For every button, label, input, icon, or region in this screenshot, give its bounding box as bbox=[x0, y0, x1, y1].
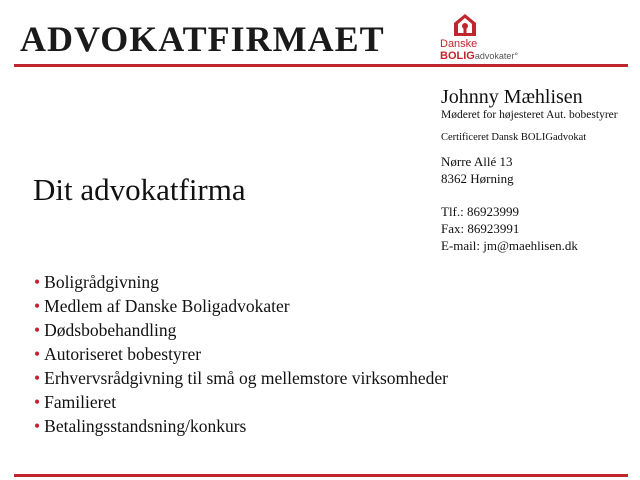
house-shield-icon bbox=[452, 12, 478, 38]
header-divider bbox=[14, 64, 628, 67]
logo-text-danske: Danske bbox=[440, 38, 478, 50]
service-label: Dødsbobehandling bbox=[44, 320, 177, 340]
service-label: Boligrådgivning bbox=[44, 272, 159, 292]
list-item bbox=[34, 318, 448, 342]
service-label: Erhvervsrådgivning til små og mellemstore virksomheder bbox=[44, 368, 449, 388]
bullet-icon: • bbox=[34, 296, 41, 316]
bullet-icon: • bbox=[34, 368, 41, 388]
contact-block bbox=[441, 86, 618, 254]
contact-email: E-mail: jm@maehlisen.dk bbox=[441, 238, 578, 254]
list-item bbox=[34, 366, 448, 390]
bullet-icon: • bbox=[34, 416, 41, 436]
bullet-icon: • bbox=[34, 320, 41, 340]
bullet-icon: • bbox=[34, 344, 41, 364]
page-title: ADVOKATFIRMAET bbox=[20, 19, 385, 59]
list-item bbox=[34, 342, 448, 366]
bullet-icon: • bbox=[34, 272, 41, 292]
services-list bbox=[34, 270, 448, 438]
list-item bbox=[34, 414, 448, 438]
logo-text-boligadvokater bbox=[440, 50, 518, 62]
service-label: Betalingsstandsning/konkurs bbox=[44, 416, 247, 436]
contact-title-line: Møderet for højesteret Aut. bobestyrer bbox=[441, 109, 618, 121]
logo-text-bolig: BOLIG bbox=[440, 50, 475, 62]
service-label: Familieret bbox=[44, 392, 117, 412]
service-label: Medlem af Danske Boligadvokater bbox=[44, 296, 290, 316]
contact-fax: Fax: 86923991 bbox=[441, 221, 520, 237]
list-item bbox=[34, 294, 448, 318]
contact-certification: Certificeret Dansk BOLIGadvokat bbox=[441, 131, 587, 143]
contact-name: Johnny Mæhlisen bbox=[441, 86, 583, 108]
address-city: 8362 Hørning bbox=[441, 171, 514, 187]
main-heading: Dit advokatfirma bbox=[33, 172, 246, 207]
service-label: Autoriseret bobestyrer bbox=[44, 344, 202, 364]
list-item bbox=[34, 390, 448, 414]
contact-address bbox=[441, 153, 618, 187]
logo-text-advokater: advokater° bbox=[474, 51, 518, 61]
bullet-icon: • bbox=[34, 392, 41, 412]
danske-boligadvokater-logo bbox=[438, 12, 534, 62]
contact-numbers bbox=[441, 203, 618, 254]
list-item bbox=[34, 270, 448, 294]
contact-phone: Tlf.: 86923999 bbox=[441, 204, 519, 220]
footer-divider bbox=[14, 474, 628, 477]
address-street: Nørre Allé 13 bbox=[441, 154, 513, 170]
